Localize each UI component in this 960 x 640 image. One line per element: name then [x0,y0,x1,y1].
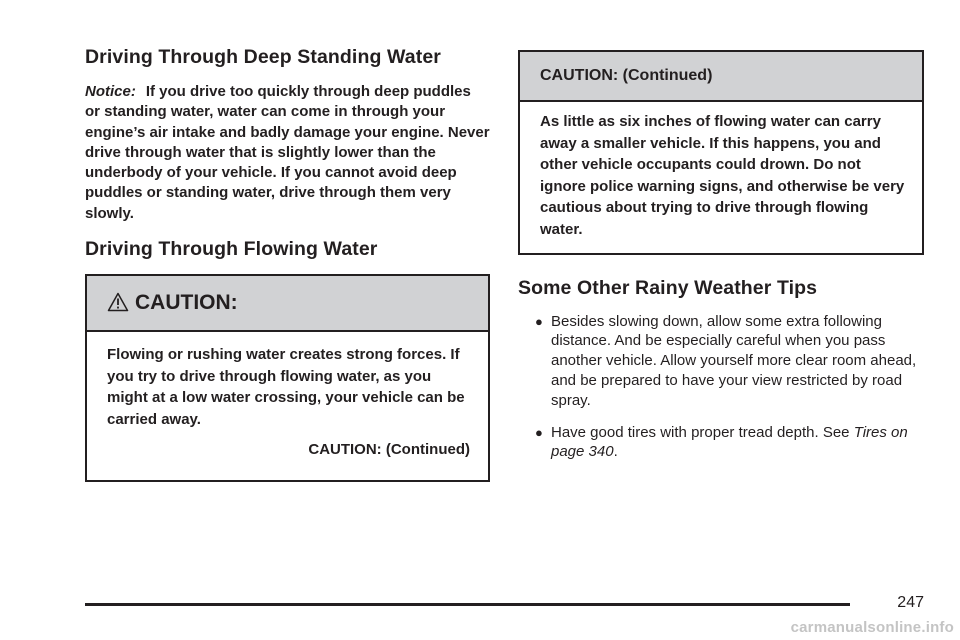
heading-rainy-weather-tips: Some Other Rainy Weather Tips [518,276,818,299]
heading-flowing-water: Driving Through Flowing Water [85,238,378,261]
caution-continued-title: CAUTION: (Continued) [540,67,713,84]
list-item [518,423,924,463]
tip-text-after: . [613,443,618,461]
caution-continued-header [520,52,922,102]
caution-body [87,332,488,480]
tires-page-reference-link[interactable]: Tires on page 340 [551,423,908,461]
caution-box [85,274,490,482]
list-item [518,312,924,411]
left-column [85,44,490,482]
page-number: 247 [897,594,924,611]
caution-body-text: Flowing or rushing water creates strong forces. If you try to drive through flowing water, as you might at a low water crossing, your vehicle can be carried away. [107,346,465,428]
notice-label: Notice: [85,83,136,100]
bullet-icon: ● [535,424,543,440]
tips-list [518,312,924,463]
caution-continued-box [518,50,924,255]
right-column [518,50,924,474]
caution-continued-label: CAUTION: (Continued) [308,441,470,459]
caution-header [87,276,488,332]
warning-triangle-icon [107,292,129,312]
footer-rule [85,603,850,606]
caution-continued-body: As little as six inches of flowing water can carry away a smaller vehicle. If this happens, you and other vehicle occupants could drown. Do not ignore police warning signs, and otherwise be very cautious about trying to drive through flowing water. [540,113,905,238]
tip-text: Besides slowing down, allow some extra following distance. And be especially careful when you pass another vehicle. Allow yourself more clear room ahead, and be prepared to have your view restricted by road spray. [551,312,917,409]
bullet-icon: ● [535,313,543,329]
notice-text: If you drive too quickly through deep puddles or standing water, water can come in through your engine’s air intake and badly damage your engine. Never drive through water that is slightly lower than the underbody of your vehicle. If you cannot avoid deep puddles or standing water, drive through them very slowly. [85,83,490,222]
heading-deep-standing-water: Driving Through Deep Standing Water [85,46,441,68]
caution-title: CAUTION: [135,291,238,315]
tip-text-before: Have good tires with proper tread depth. See [551,423,854,441]
notice-paragraph [85,82,490,224]
watermark: carmanualsonline.info [790,619,954,636]
